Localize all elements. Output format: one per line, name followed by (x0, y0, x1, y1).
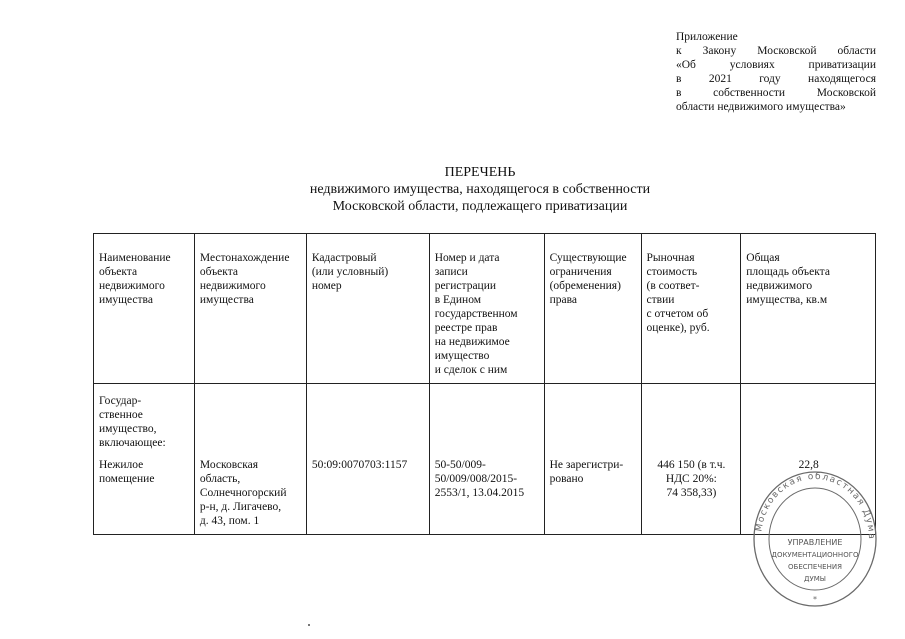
stamp-line: УПРАВЛЕНИЕ (787, 538, 843, 547)
group-label: Государ- ственное имущество, включающее: (94, 384, 195, 459)
document-title (200, 164, 760, 215)
table-cell (429, 384, 544, 459)
cell-name: Нежилое помещение (94, 458, 195, 535)
scan-speck (308, 624, 310, 626)
appendix-line: в 2021 году находящегося (676, 73, 876, 85)
title-heading: ПЕРЕЧЕНЬ (444, 165, 516, 180)
cell-area: 22,8 (741, 458, 876, 535)
header-cell-cadastral: Кадастровый (или условный) номер (306, 234, 429, 384)
stamp-seal-icon (752, 470, 878, 608)
table-header-row (94, 234, 876, 384)
appendix-line: «Об условиях приватизации (676, 59, 876, 71)
title-subline: недвижимого имущества, находящегося в собственности (309, 182, 651, 197)
stamp-ring-text: Московская областная Дума (754, 471, 877, 541)
cell-cadastral: 50:09:0070703:1157 (306, 458, 429, 535)
cell-restrictions: Не зарегистри- ровано (544, 458, 641, 535)
appendix-note (676, 30, 876, 114)
appendix-line: в собственности Московской (676, 87, 876, 99)
stamp-line: ОБЕСПЕЧЕНИЯ (788, 563, 842, 571)
header-cell-location: Местонахождение объекта недвижимого имущества (194, 234, 306, 384)
table-cell (544, 384, 641, 459)
cell-registration: 50-50/009- 50/009/008/2015- 2553/1, 13.04.2015 (429, 458, 544, 535)
header-cell-restrictions: Существующие ограничения (обременения) права (544, 234, 641, 384)
table-cell (641, 384, 741, 459)
stamp-line: ДОКУМЕНТАЦИОННОГО (771, 551, 859, 559)
header-cell-area: Общая площадь объекта недвижимого имущества, кв.м (741, 234, 876, 384)
official-stamp (752, 470, 878, 608)
title-subline: Московской области, подлежащего приватизации (332, 199, 628, 214)
header-cell-name: Наименование объекта недвижимого имущества (94, 234, 195, 384)
cell-location: Московская область, Солнечногорский р-н, д. Лигачево, д. 43, пом. 1 (194, 458, 306, 535)
table-group-row (94, 384, 876, 459)
star-icon: * (813, 595, 817, 604)
header-cell-registration: Номер и дата записи регистрации в Едином государственном реестре прав на недвижимое имущество и сделок с ним (429, 234, 544, 384)
cell-price: 446 150 (в т.ч. НДС 20%: 74 358,33) (641, 458, 741, 535)
stamp-line: ДУМЫ (804, 575, 826, 583)
table-cell (194, 384, 306, 459)
table-cell (741, 384, 876, 459)
appendix-line: к Закону Московской области (676, 45, 876, 57)
header-cell-price: Рыночная стоимость (в соответ- ствии с отчетом об оценке), руб. (641, 234, 741, 384)
svg-text:Московская областная Дума (754, 472, 876, 541)
appendix-line: Приложение (676, 31, 738, 43)
appendix-line: области недвижимого имущества» (676, 101, 846, 113)
table-cell (306, 384, 429, 459)
